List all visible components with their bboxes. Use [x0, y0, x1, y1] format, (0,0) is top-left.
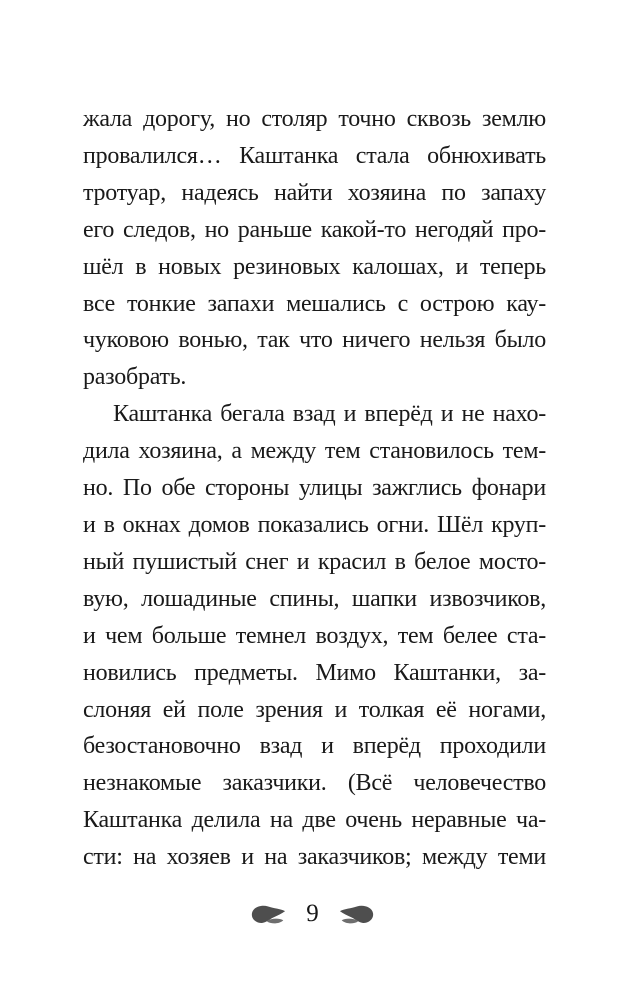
text-line: незнакомые заказчики. (Всё человечество [83, 770, 546, 797]
text-line: и в окнах домов показались огни. Шёл круп- [83, 511, 546, 538]
text-line: шёл в новых резиновых калошах, и теперь [83, 253, 546, 280]
text-line-paragraph-end: разобрать. [83, 364, 187, 391]
text-line: вую, лошадиные спины, шапки извозчиков, [83, 585, 546, 612]
text-line: ный пушистый снег и красил в белое мосто- [83, 548, 546, 575]
text-line: слоняя ей поле зрения и толкая её ногами, [83, 696, 546, 723]
text-line: новились предметы. Мимо Каштанки, за- [83, 659, 546, 686]
text-line: его следов, но раньше какой-то негодяй про- [83, 216, 546, 243]
swoosh-ornament-right-icon [337, 903, 375, 925]
swoosh-ornament-left-icon [250, 903, 288, 925]
page-number: 9 [306, 900, 319, 927]
text-line: все тонкие запахи мешались с острою кау- [83, 290, 546, 317]
text-line: дила хозяина, а между тем становилось тем- [83, 438, 546, 465]
text-line: Каштанка делила на две очень неравные ча- [83, 807, 546, 834]
text-line: жала дорогу, но столяр точно сквозь землю [83, 106, 546, 132]
text-line: сти: на хозяев и на заказчиков; между теми [83, 844, 546, 871]
page-text [83, 101, 546, 876]
text-line: но. По обе стороны улицы зажглись фонари [83, 475, 546, 502]
text-line: провалился… Каштанка стала обнюхивать [83, 142, 546, 169]
page-footer [0, 901, 625, 927]
text-line: и чем больше темнел воздух, тем белее ста- [83, 622, 546, 649]
text-line: тротуар, надеясь найти хозяина по запаху [83, 179, 546, 206]
text-line: чуковою вонью, так что ничего нельзя было [83, 327, 546, 354]
text-line-paragraph-start: Каштанка бегала взад и вперёд и не нахо- [113, 401, 546, 428]
text-line: безостановочно взад и вперёд проходили [83, 733, 546, 760]
